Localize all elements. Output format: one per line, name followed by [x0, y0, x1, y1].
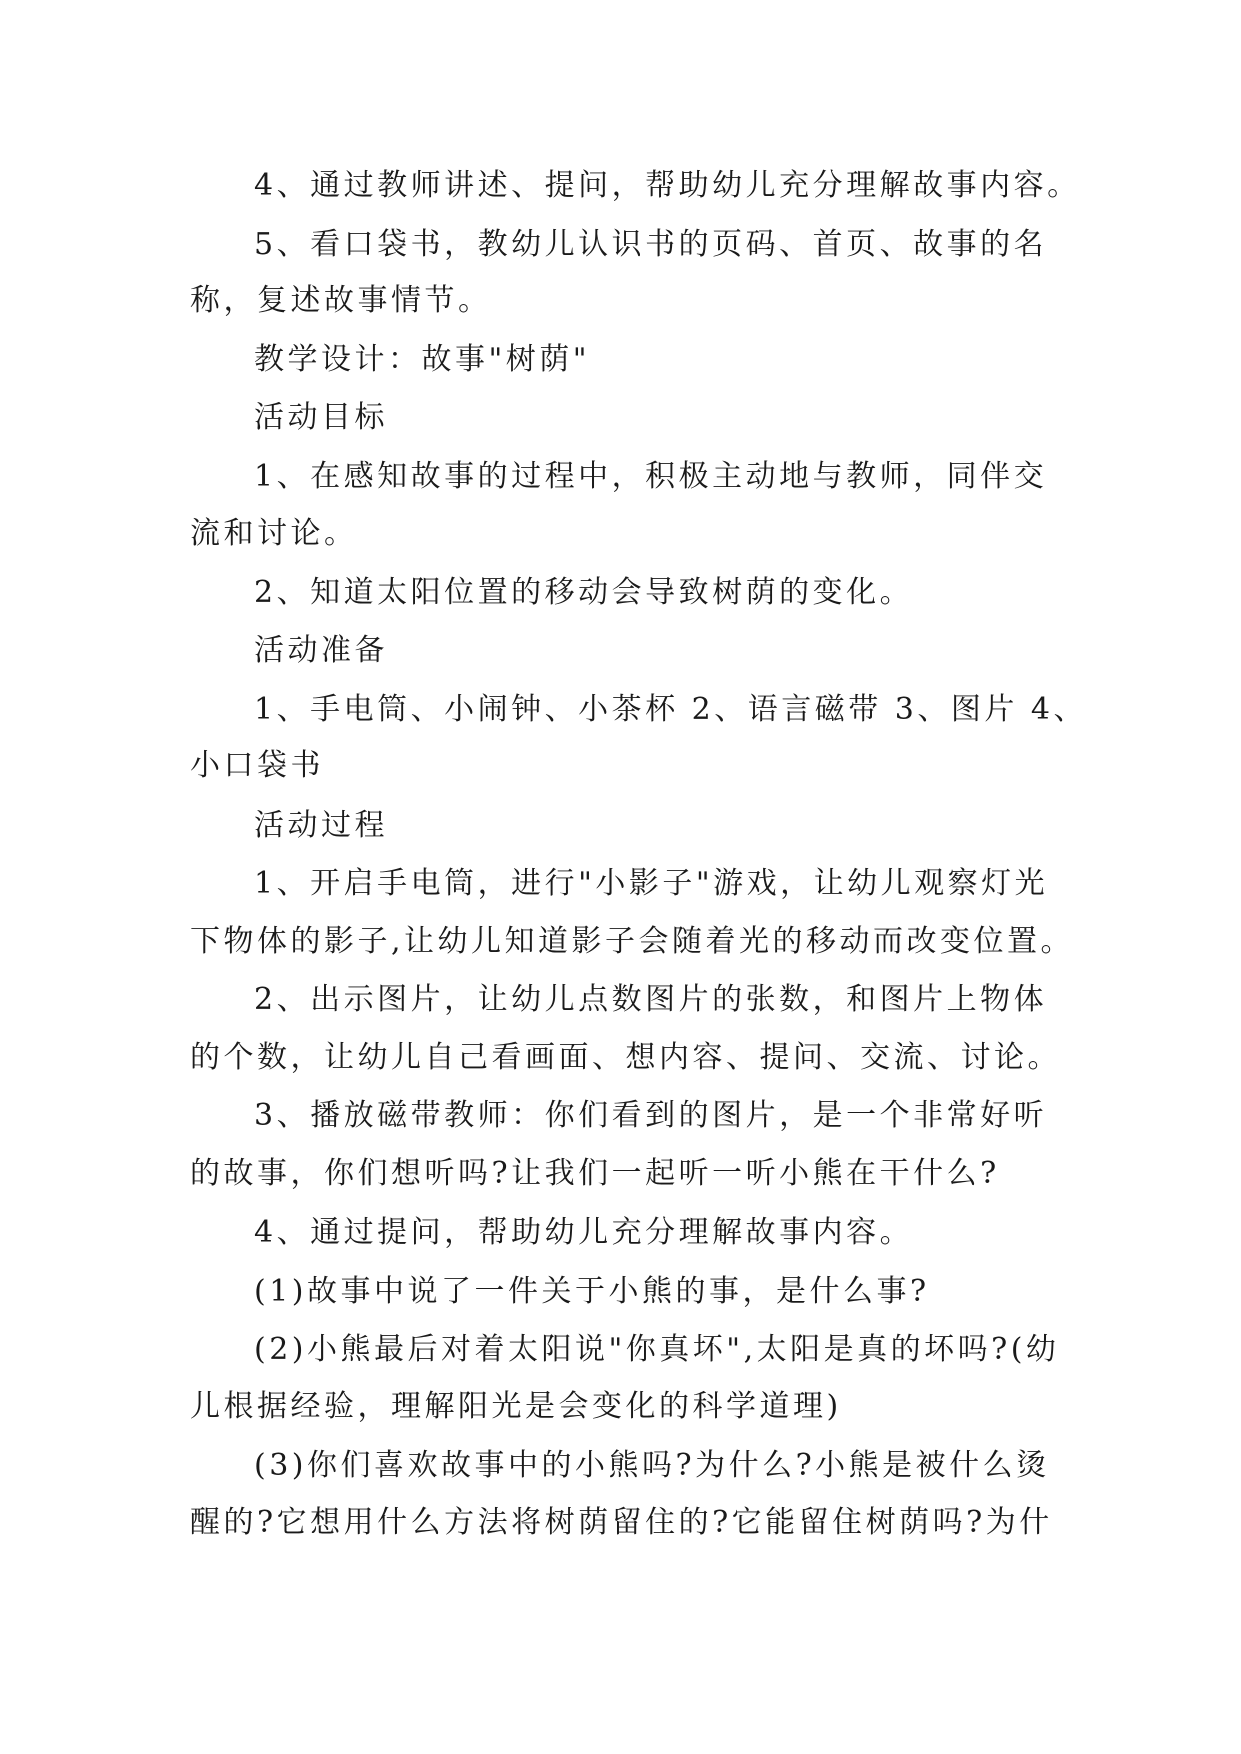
list-item: (2)小熊最后对着太阳说"你真坏",太阳是真的坏吗?(幼	[254, 1332, 1060, 1367]
section-heading: 教学设计：故事"树荫"	[254, 342, 591, 377]
paragraph-line: 1、开启手电筒，进行"小影子"游戏，让幼儿观察灯光	[254, 866, 1049, 901]
paragraph-line: 1、在感知故事的过程中，积极主动地与教师，同伴交	[254, 459, 1048, 494]
paragraph-line: 4、通过提问，帮助幼儿充分理解故事内容。	[254, 1215, 914, 1250]
paragraph-line: 2、出示图片，让幼儿点数图片的张数，和图片上物体	[254, 982, 1048, 1017]
list-item: (1)故事中说了一件关于小熊的事，是什么事?	[254, 1274, 930, 1309]
section-heading: 活动过程	[254, 808, 388, 843]
paragraph-line: 儿根据经验，理解阳光是会变化的科学道理)	[190, 1389, 842, 1424]
paragraph-line: 流和讨论。	[190, 516, 358, 551]
paragraph-line: 醒的?它想用什么方法将树荫留住的?它能留住树荫吗?为什	[190, 1505, 1053, 1540]
paragraph-line: 1、手电筒、小闹钟、小茶杯 2、语言磁带 3、图片 4、	[254, 692, 1087, 727]
paragraph-line: 的故事，你们想听吗?让我们一起听一听小熊在干什么?	[190, 1156, 1000, 1191]
list-item: (3)你们喜欢故事中的小熊吗?为什么?小熊是被什么烫	[254, 1448, 1050, 1483]
paragraph-line: 的个数，让幼儿自己看画面、想内容、提问、交流、讨论。	[190, 1040, 1061, 1075]
paragraph-line: 3、播放磁带教师：你们看到的图片，是一个非常好听	[254, 1098, 1048, 1133]
paragraph-line: 5、看口袋书，教幼儿认识书的页码、首页、故事的名	[254, 227, 1048, 262]
section-heading: 活动准备	[254, 633, 388, 668]
paragraph-line: 小口袋书	[190, 748, 324, 783]
paragraph-line: 2、知道太阳位置的移动会导致树荫的变化。	[254, 575, 914, 610]
paragraph-line: 下物体的影子,让幼儿知道影子会随着光的移动而改变位置。	[190, 924, 1075, 959]
paragraph-line: 4、通过教师讲述、提问，帮助幼儿充分理解故事内容。	[254, 168, 1081, 203]
paragraph-line: 称，复述故事情节。	[190, 283, 492, 318]
section-heading: 活动目标	[254, 400, 388, 435]
